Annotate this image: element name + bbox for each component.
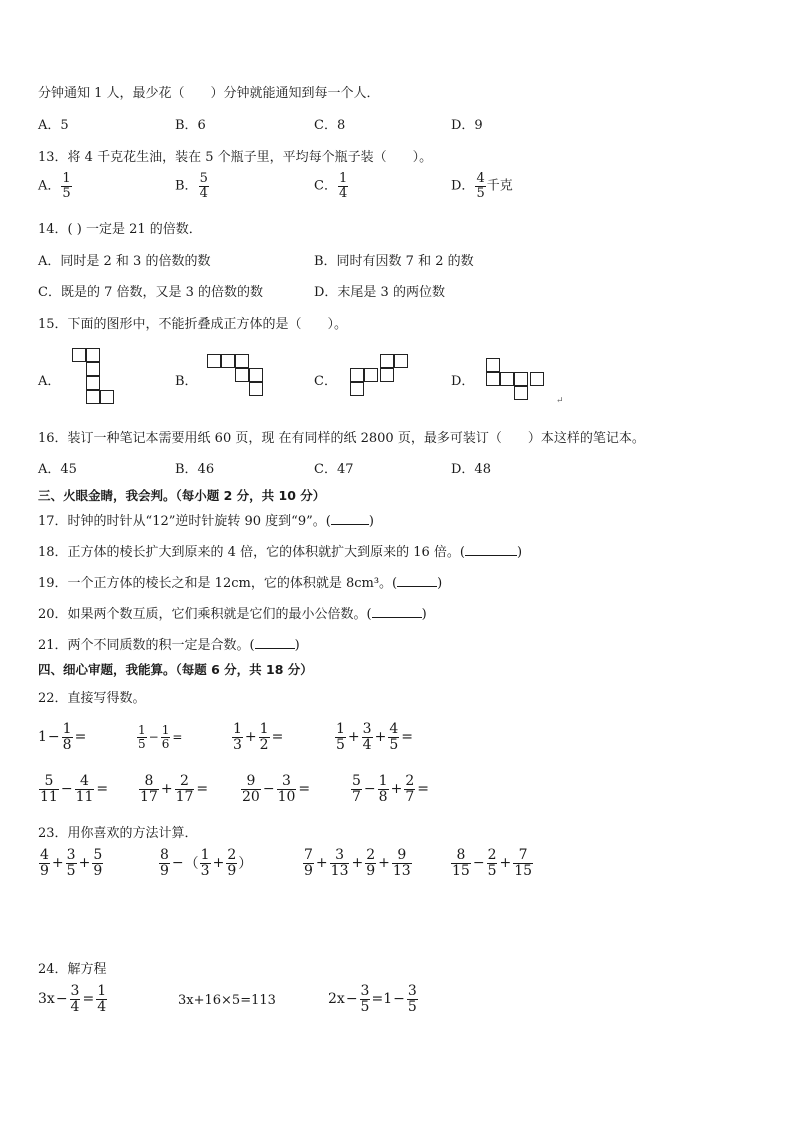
q24-text: 24．解方程 xyxy=(38,962,107,977)
q22-text: 22．直接写得数。 xyxy=(38,691,146,706)
q22-expr-4: $\frac{1}{5}$ + $\frac{3}{4}$ + $\frac{4}{5}$ = xyxy=(336,721,413,753)
q14-text: 14．( ) 一定是 21 的倍数． xyxy=(38,222,202,237)
q12-option-b: B．6 xyxy=(175,118,206,133)
q13-option-b: B． $\frac{5}{4}$ xyxy=(175,171,208,201)
q16-option-c: C．47 xyxy=(314,462,354,477)
section-4-heading: 四、细心审题，我能算。（每题 6 分，共 18 分） xyxy=(38,662,313,677)
q15-label-b: B． xyxy=(175,374,198,389)
q21-text: 21．两个不同质数的积一定是合数。( ) xyxy=(38,638,300,653)
q15-label-c: C． xyxy=(314,374,337,389)
q13-option-d: D． $\frac{4}{5}$ 千克 xyxy=(451,171,513,201)
q22-expr-6: $\frac{8}{17}$ + $\frac{2}{17}$ = xyxy=(140,773,209,805)
q22-expr-2: $\frac{1}{5}$ − $\frac{1}{6}$ = xyxy=(138,723,183,751)
q16-option-d: D．48 xyxy=(451,462,491,477)
q19-text: 19．一个正方体的棱长之和是 12cm，它的体积就是 8cm³。( ) xyxy=(38,576,443,591)
q12-tail: 分钟通知 1 人，最少花（ ）分钟就能通知到每一个人． xyxy=(38,86,380,101)
q24-equation-1: 3x − $\frac{3}{4}$ = $\frac{1}{4}$ xyxy=(38,983,107,1015)
q22-expr-8: $\frac{5}{7}$ − $\frac{1}{8}$ + $\frac{2}{7}$ = xyxy=(352,773,429,805)
q22-expr-7: $\frac{9}{20}$ − $\frac{3}{10}$ = xyxy=(242,773,311,805)
q23-expr-2: $\frac{8}{9}$ − （ $\frac{1}{3}$ + $\frac{2}{9}$ ） xyxy=(160,847,253,879)
q20-text: 20．如果两个数互质，它们乘积就是它们的最小公倍数。( ) xyxy=(38,607,427,622)
section-3-heading: 三、火眼金睛，我会判。（每小题 2 分，共 10 分） xyxy=(38,488,326,503)
q12-option-d: D．9 xyxy=(451,118,483,133)
q14-option-a: A．同时是 2 和 3 的倍数的数 xyxy=(38,254,211,269)
q16-text: 16．装订一种笔记本需要用纸 60 页，现 在有同样的纸 2800 页，最多可装订（ ）本这样的笔记本。 xyxy=(38,431,645,446)
q15-label-d: D． xyxy=(451,374,475,389)
q13-option-c: C． $\frac{1}{4}$ xyxy=(314,171,348,201)
q13-option-a: A． $\frac{1}{5}$ xyxy=(38,171,71,201)
return-marker: ↵ xyxy=(556,396,564,406)
q24-equation-2: 3x+16×5=113 xyxy=(178,993,276,1008)
q12-option-a: A．5 xyxy=(38,118,69,133)
q17-text: 17．时钟的时针从“12”逆时针旋转 90 度到“9”。( ) xyxy=(38,514,374,529)
q14-option-d: D．末尾是 3 的两位数 xyxy=(314,285,445,300)
q16-option-a: A．45 xyxy=(38,462,77,477)
q18-text: 18．正方体的棱长扩大到原来的 4 倍，它的体积就扩大到原来的 16 倍。( ) xyxy=(38,545,523,560)
q23-expr-1: $\frac{4}{9}$ + $\frac{3}{5}$ + $\frac{5}{9}$ xyxy=(40,847,103,879)
q23-text: 23．用你喜欢的方法计算． xyxy=(38,826,198,841)
q22-expr-1: 1 − $\frac{1}{8}$ = xyxy=(38,721,87,753)
q13-text: 13．将 4 千克花生油，装在 5 个瓶子里，平均每个瓶子装（ ）。 xyxy=(38,150,433,165)
q15-label-a: A． xyxy=(38,374,61,389)
q12-option-c: C．8 xyxy=(314,118,346,133)
q23-expr-4: $\frac{8}{15}$ − $\frac{2}{5}$ + $\frac{7}{15}$ xyxy=(452,847,533,879)
q22-expr-3: $\frac{1}{3}$ + $\frac{1}{2}$ = xyxy=(233,721,284,753)
q14-option-b: B．同时有因数 7 和 2 的数 xyxy=(314,254,474,269)
q22-expr-5: $\frac{5}{11}$ − $\frac{4}{11}$ = xyxy=(40,773,109,805)
q14-option-c: C．既是的 7 倍数，又是 3 的倍数的数 xyxy=(38,285,264,300)
q24-equation-3: 2x − $\frac{3}{5}$ =1 − $\frac{3}{5}$ xyxy=(328,983,417,1015)
q23-expr-3: $\frac{7}{9}$ + $\frac{3}{13}$ + $\frac{2}{9}$ + $\frac{9}{13}$ xyxy=(304,847,411,879)
q16-option-b: B．46 xyxy=(175,462,215,477)
q15-text: 15．下面的图形中，不能折叠成正方体的是（ ）。 xyxy=(38,317,348,332)
